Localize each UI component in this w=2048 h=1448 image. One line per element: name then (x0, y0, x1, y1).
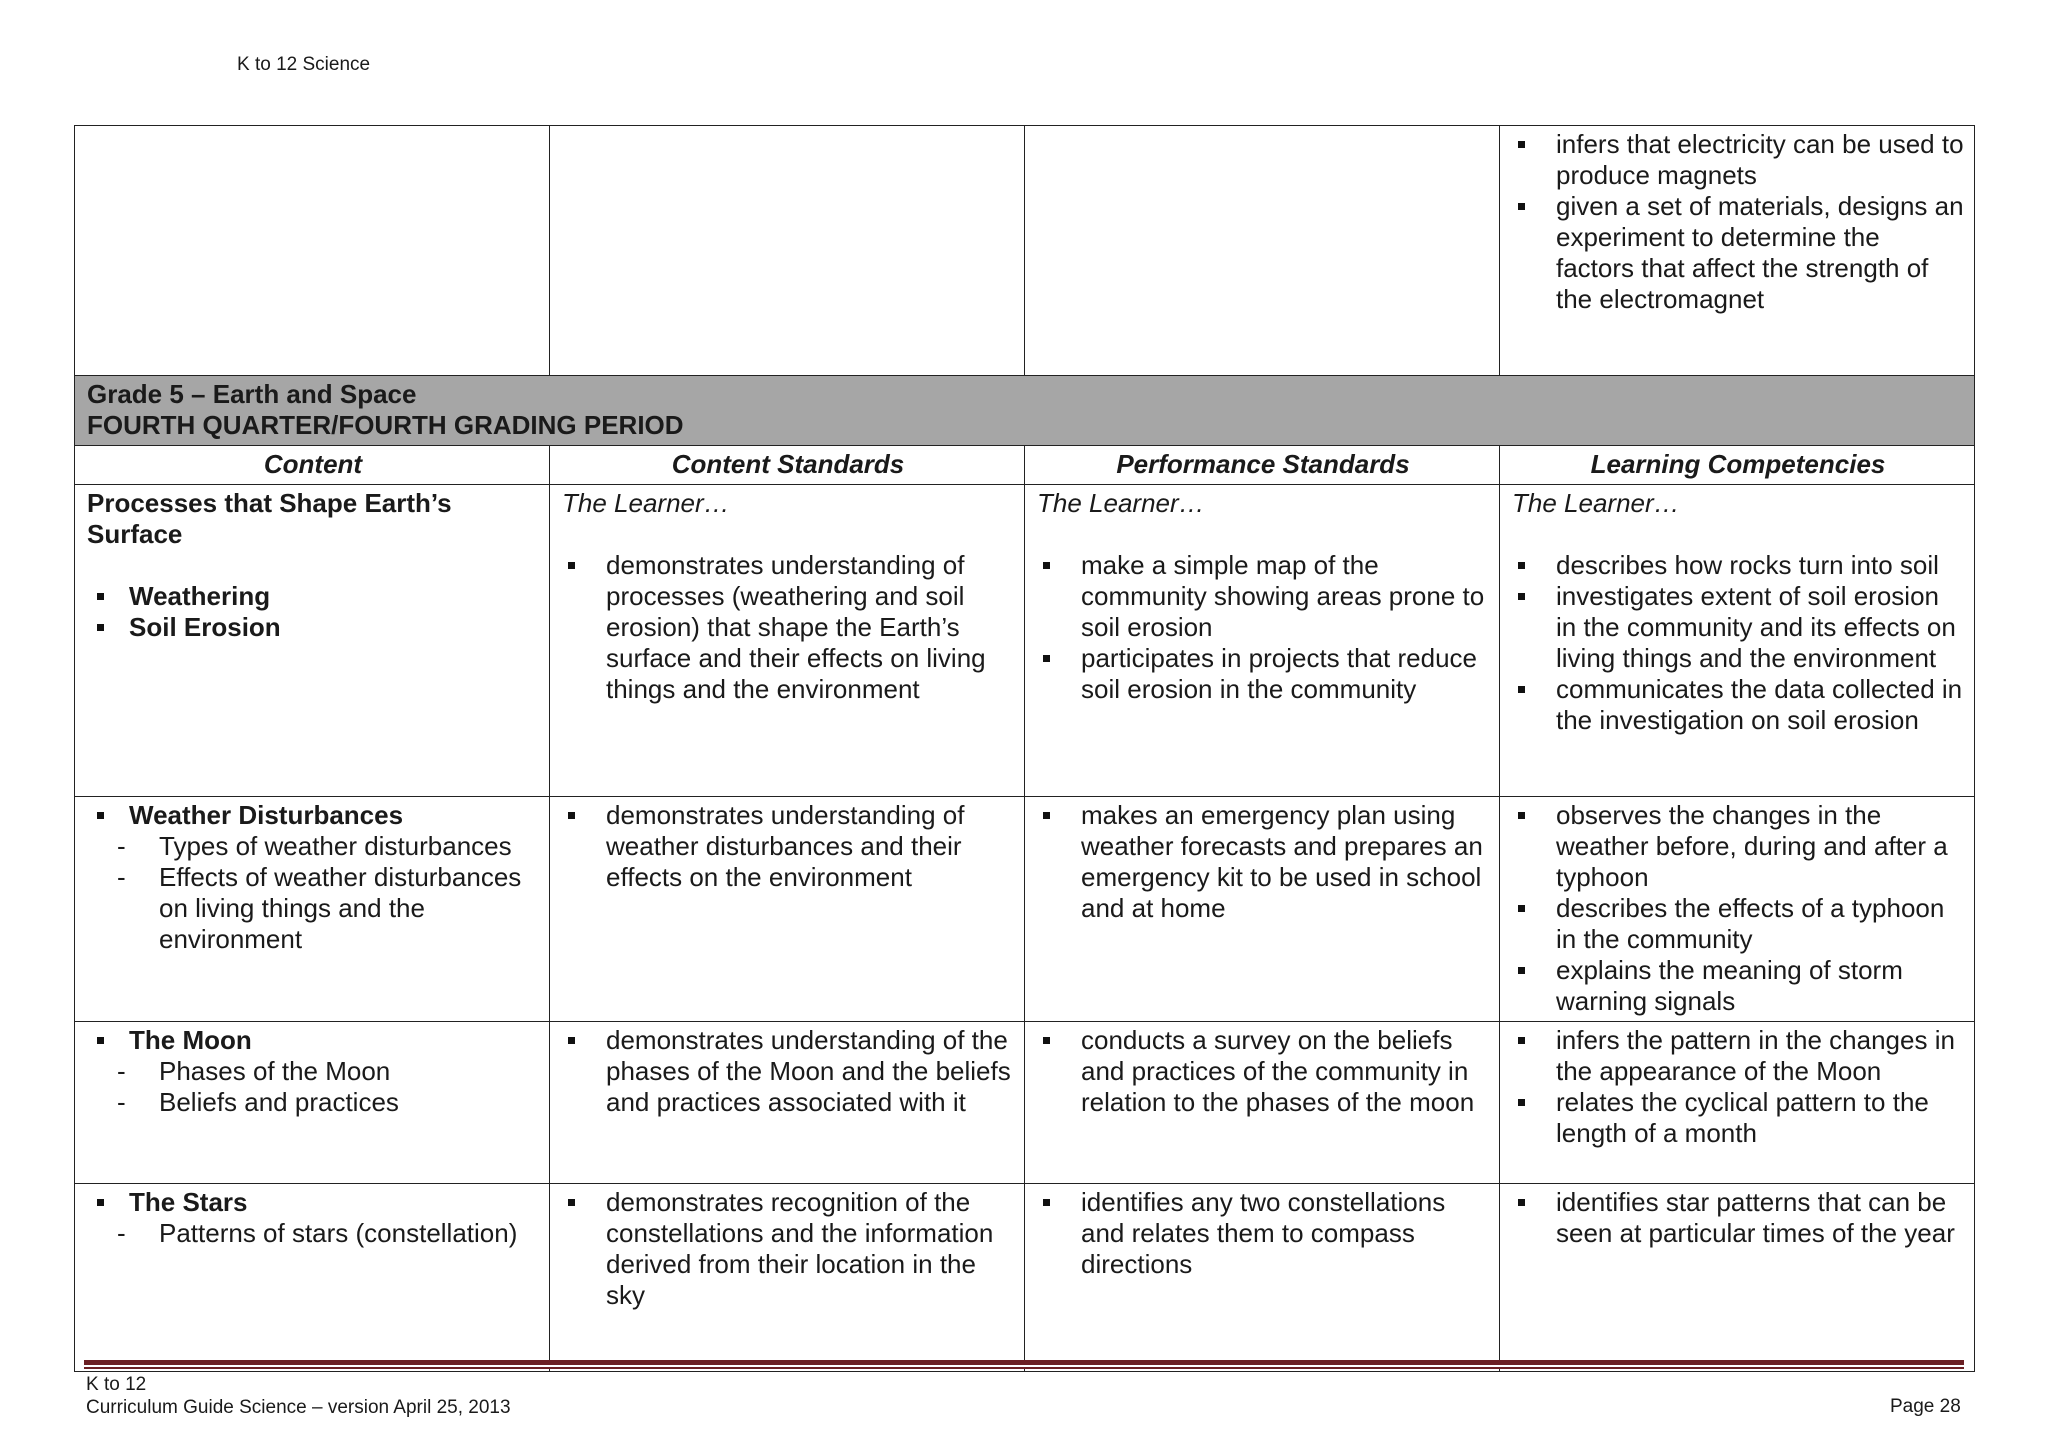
table-row (75, 485, 1975, 797)
list-item (87, 1025, 539, 1056)
curriculum-table (74, 125, 1975, 1372)
list-item: makes an emergency plan using weather forecasts and prepares an emergency kit to be used in school and at home (1037, 800, 1489, 924)
list-item: demonstrates understanding of weather disturbances and their effects on the environment (562, 800, 1014, 893)
competency-list (1512, 550, 1964, 736)
list-item: observes the changes in the weather before, during and after a typhoon (1512, 800, 1964, 893)
footer-line-1: K to 12 (86, 1374, 147, 1395)
content-standards-cell (550, 1022, 1025, 1184)
performance-standards-cell (1025, 797, 1500, 1022)
list-item: - Effects of weather disturbances on living things and the environment (117, 862, 539, 955)
table-row (75, 126, 1975, 376)
content-cell (75, 797, 550, 1022)
footer-line-2: Curriculum Guide Science – version April 25, 2013 (86, 1397, 511, 1418)
list-item: describes the effects of a typhoon in the community (1512, 893, 1964, 955)
learner-label: The Learner… (1037, 488, 1205, 518)
competency-list (1512, 1187, 1964, 1249)
learning-competencies-cell (1500, 1184, 1975, 1372)
competency-list (1512, 800, 1964, 1017)
list-item (87, 1187, 539, 1218)
column-header-learning-competencies: Learning Competencies (1500, 446, 1975, 485)
grade-section-header (75, 376, 1975, 446)
list-item: given a set of materials, designs an experiment to determine the factors that affect the strength of the electromagnet (1512, 191, 1964, 315)
grade-title: Grade 5 – Earth and Space (87, 379, 417, 409)
learner-label: The Learner… (1512, 488, 1680, 518)
list-item: conducts a survey on the beliefs and practices of the community in relation to the phases of the moon (1037, 1025, 1489, 1118)
list-item: Weathering (87, 581, 539, 612)
list-item: explains the meaning of storm warning signals (1512, 955, 1964, 1017)
learner-label: The Learner… (562, 488, 730, 518)
standards-list (1037, 1187, 1489, 1280)
content-cell (75, 485, 550, 797)
footer-info (86, 1373, 511, 1419)
list-item: - Types of weather disturbances (117, 831, 539, 862)
table-row (75, 1184, 1975, 1372)
page-header: K to 12 Science (237, 54, 371, 75)
performance-standards-cell (1025, 1184, 1500, 1372)
performance-standards-cell (1025, 485, 1500, 797)
list-item: make a simple map of the community showing areas prone to soil erosion (1037, 550, 1489, 643)
performance-standards-cell (1025, 126, 1500, 376)
list-item: demonstrates understanding of the phases of the Moon and the beliefs and practices associated with it (562, 1025, 1014, 1118)
list-item: identifies star patterns that can be seen at particular times of the year (1512, 1187, 1964, 1249)
performance-standards-cell (1025, 1022, 1500, 1184)
content-topic: Weather Disturbances (129, 800, 404, 830)
footer-divider (84, 1360, 1964, 1369)
grading-period: FOURTH QUARTER/FOURTH GRADING PERIOD (87, 410, 684, 440)
column-header-content-standards: Content Standards (550, 446, 1025, 485)
list-item: infers that electricity can be used to produce magnets (1512, 129, 1964, 191)
standards-list (1037, 1025, 1489, 1118)
learning-competencies-cell (1500, 485, 1975, 797)
subtopic-list (87, 831, 539, 955)
content-topic: The Moon (129, 1025, 252, 1055)
column-header-row (75, 446, 1975, 485)
list-item: participates in projects that reduce soil erosion in the community (1037, 643, 1489, 705)
learning-competencies-cell (1500, 126, 1975, 376)
content-standards-cell (550, 126, 1025, 376)
list-item: infers the pattern in the changes in the appearance of the Moon (1512, 1025, 1964, 1087)
list-item: demonstrates understanding of processes (weathering and soil erosion) that shape the Earth’s surface and their effects on living things and the environment (562, 550, 1014, 705)
list-item: identifies any two constellations and relates them to compass directions (1037, 1187, 1489, 1280)
table-row (75, 1022, 1975, 1184)
section-header-row (75, 376, 1975, 446)
list-item: demonstrates recognition of the constellations and the information derived from their location in the sky (562, 1187, 1014, 1311)
content-standards-cell (550, 485, 1025, 797)
list-item: communicates the data collected in the investigation on soil erosion (1512, 674, 1964, 736)
list-item (87, 800, 539, 831)
content-list (87, 800, 539, 831)
list-item: - Beliefs and practices (117, 1087, 539, 1118)
content-list (87, 581, 539, 643)
subtopic-list (87, 1218, 539, 1249)
list-item: - Patterns of stars (constellation) (117, 1218, 539, 1249)
column-header-performance-standards: Performance Standards (1025, 446, 1500, 485)
competency-list (1512, 129, 1964, 315)
list-item: Soil Erosion (87, 612, 539, 643)
list-item: describes how rocks turn into soil (1512, 550, 1964, 581)
content-cell (75, 1022, 550, 1184)
content-list (87, 1187, 539, 1218)
content-title: Processes that Shape Earth’s Surface (87, 488, 452, 549)
content-standards-cell (550, 797, 1025, 1022)
standards-list (562, 550, 1014, 705)
list-item: relates the cyclical pattern to the length of a month (1512, 1087, 1964, 1149)
standards-list (562, 1187, 1014, 1311)
learning-competencies-cell (1500, 797, 1975, 1022)
content-list (87, 1025, 539, 1056)
column-header-content: Content (75, 446, 550, 485)
standards-list (562, 1025, 1014, 1118)
standards-list (562, 800, 1014, 893)
content-cell (75, 126, 550, 376)
competency-list (1512, 1025, 1964, 1149)
subtopic-list (87, 1056, 539, 1118)
content-topic: The Stars (129, 1187, 248, 1217)
standards-list (1037, 800, 1489, 924)
content-standards-cell (550, 1184, 1025, 1372)
standards-list (1037, 550, 1489, 705)
list-item: investigates extent of soil erosion in the community and its effects on living things and the environment (1512, 581, 1964, 674)
content-cell (75, 1184, 550, 1372)
list-item: - Phases of the Moon (117, 1056, 539, 1087)
table-row (75, 797, 1975, 1022)
learning-competencies-cell (1500, 1022, 1975, 1184)
page-number: Page 28 (1890, 1396, 1961, 1417)
